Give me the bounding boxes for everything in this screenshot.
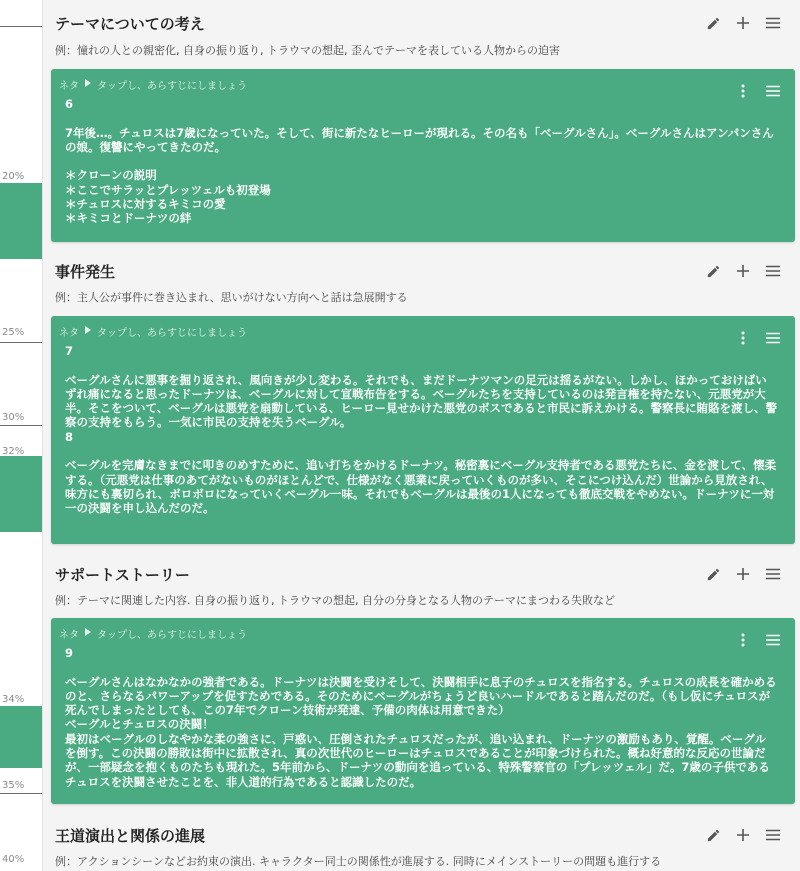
section-toolbar bbox=[705, 827, 781, 843]
pencil-icon[interactable] bbox=[705, 566, 721, 582]
progress-rail bbox=[0, 0, 42, 871]
section-title: 王道演出と関係の進展 bbox=[55, 827, 206, 845]
card-tag: ネタ bbox=[59, 328, 79, 339]
rail-marker bbox=[0, 342, 42, 343]
section-description: 例：主人公が事件に巻き込まれ、思いがけない方向へと話は急展開する bbox=[55, 291, 408, 304]
plus-icon[interactable] bbox=[735, 263, 751, 279]
plus-icon[interactable] bbox=[735, 566, 751, 582]
card-header bbox=[59, 626, 247, 641]
card-text: 6 7年後…。チュロスは7歳になっていた。そして、街に新たなヒーローが現れる。その名も「ベーグルさん」。ベーグルさんはアンパンさんの娘。復讐にやってきたのだ。 ＊クローンの説明 ＊ここでサラッとプレッツェルも初登場 ＊チュロスに対するキミコの愛 ＊キミコとドーナツの絆 bbox=[65, 97, 774, 226]
story-card[interactable] bbox=[51, 69, 795, 242]
section-description: 例：憧れの人との親密化, 自身の振り返り, トラウマの想起, 歪んでテーマを表している人物からの迫害 bbox=[55, 44, 560, 57]
hamburger-menu-icon[interactable] bbox=[765, 263, 781, 279]
rail-marker bbox=[0, 425, 42, 426]
pencil-icon[interactable] bbox=[705, 827, 721, 843]
pencil-icon[interactable] bbox=[705, 15, 721, 31]
story-card[interactable] bbox=[51, 316, 795, 544]
card-header bbox=[59, 324, 247, 339]
triangle-right-icon bbox=[85, 79, 91, 90]
rail-label-30: 30% bbox=[2, 412, 25, 423]
card-tag: ネタ bbox=[59, 81, 79, 92]
rail-label-20: 20% bbox=[2, 171, 25, 182]
section-description: 例：テーマに関連した内容. 自身の振り返り, トラウマの想起, 自分の分身となる人物のテーマにまつわる失敗など bbox=[55, 594, 615, 607]
rail-label-35: 35% bbox=[2, 780, 25, 791]
card-header bbox=[59, 77, 247, 92]
rail-label-34: 34% bbox=[2, 694, 25, 705]
section-title: サポートストーリー bbox=[55, 566, 190, 584]
hamburger-menu-icon[interactable] bbox=[765, 566, 781, 582]
pencil-icon[interactable] bbox=[705, 263, 721, 279]
card-text: 9 ベーグルさんはなかなかの強者である。ドーナツは決闘を受けそして、決闘相手に息子のチュロスを指名する。チュロスの成長を確かめるのと、さらなるパワーアップを促すためである。そのためにベーグルがちょうど良いハードルであると踏んだのだ。（もし仮にチュロスが死んでしまったとしても、この7年でクローン技術が発達、予備の肉体は用意できた） ベーグルとチュロスの決闘！ 最初はベーグルのしなやかな柔の強さに、戸惑い、圧倒されたチュロスだったが、追い込まれ、ドーナツの激励もあり、覚醒。ベーグルを倒す。この決闘の勝敗は街中に拡散され、真の次世代のヒーローはチュロスであることが印象づけられた。概ね好意的な反応の世論だが、一部疑念を抱くものたちも現れた。5年前から、ドーナツの動向を追っている、特殊警察官の「プレッツェル」だ。7歳の子供であるチュロスを決闘させたことを、非人道的行為であると認識したのだ。 bbox=[65, 646, 777, 789]
triangle-right-icon bbox=[85, 326, 91, 337]
section-toolbar bbox=[705, 15, 781, 31]
rail-segment bbox=[0, 456, 42, 532]
plus-icon[interactable] bbox=[735, 827, 751, 843]
rail-label-32: 32% bbox=[2, 446, 25, 457]
card-hint: タップし、あらすじにしましょう bbox=[97, 81, 247, 92]
rail-marker bbox=[0, 793, 42, 794]
section-title: テーマについての考え bbox=[55, 15, 205, 33]
card-hint: タップし、あらすじにしましょう bbox=[97, 328, 247, 339]
hamburger-menu-icon[interactable] bbox=[765, 827, 781, 843]
section-toolbar bbox=[705, 263, 781, 279]
hamburger-menu-icon[interactable] bbox=[765, 15, 781, 31]
card-hint: タップし、あらすじにしましょう bbox=[97, 630, 247, 641]
card-text: 7 ベーグルさんに悪事を掘り返され、風向きが少し変わる。それでも、まだドーナツマンの足元は揺るがない。しかし、ほかっておけばいずれ痛になると思ったドーナツは、ベーグルに対して宣戦布告をする。ベーグルたちを支持しているのは発言権を持たない、元悪党が大半。そこをついて、ベーグルは悪党を扇動している、ヒーロー見せかけた悪党のボスであると市民に訴えかける。警察長に賄賂を渡し、警察の支持をもらう。一気に市民の支持を失うベーグル。 8 ベーグルを完膚なきまでに叩きのめすために、追い打ちをかけるドーナツ。秘密裏にベーグル支持者である悪党たちに、金を渡して、懐柔する。（元悪党は仕事のあてがないものがほとんどで、仕様がなく悪業に戻っていくものが多い、そこにつけ込んだ）世論から見放され、味方にも裏切られ、ボロボロになっていくベーグル一味。それでもベーグルは最後の1人になっても徹底交戦をやめない。ドーナツに一対一の決闘を申し込んだのだ。 bbox=[65, 344, 777, 516]
section-description: 例：アクションシーンなどお約束の演出. キャラクター同士の関係性が進展する. 同時にメインストーリーの問題も進行する bbox=[55, 855, 662, 868]
story-card[interactable] bbox=[51, 618, 795, 804]
rail-label-40: 40% bbox=[2, 854, 25, 865]
plus-icon[interactable] bbox=[735, 15, 751, 31]
rail-marker bbox=[0, 26, 42, 27]
section-title: 事件発生 bbox=[55, 263, 116, 281]
rail-segment bbox=[0, 183, 42, 259]
rail-label-25: 25% bbox=[2, 327, 25, 338]
card-tag: ネタ bbox=[59, 630, 79, 641]
plot-board bbox=[42, 0, 800, 871]
section-toolbar bbox=[705, 566, 781, 582]
triangle-right-icon bbox=[85, 628, 91, 639]
rail-segment bbox=[0, 706, 42, 768]
